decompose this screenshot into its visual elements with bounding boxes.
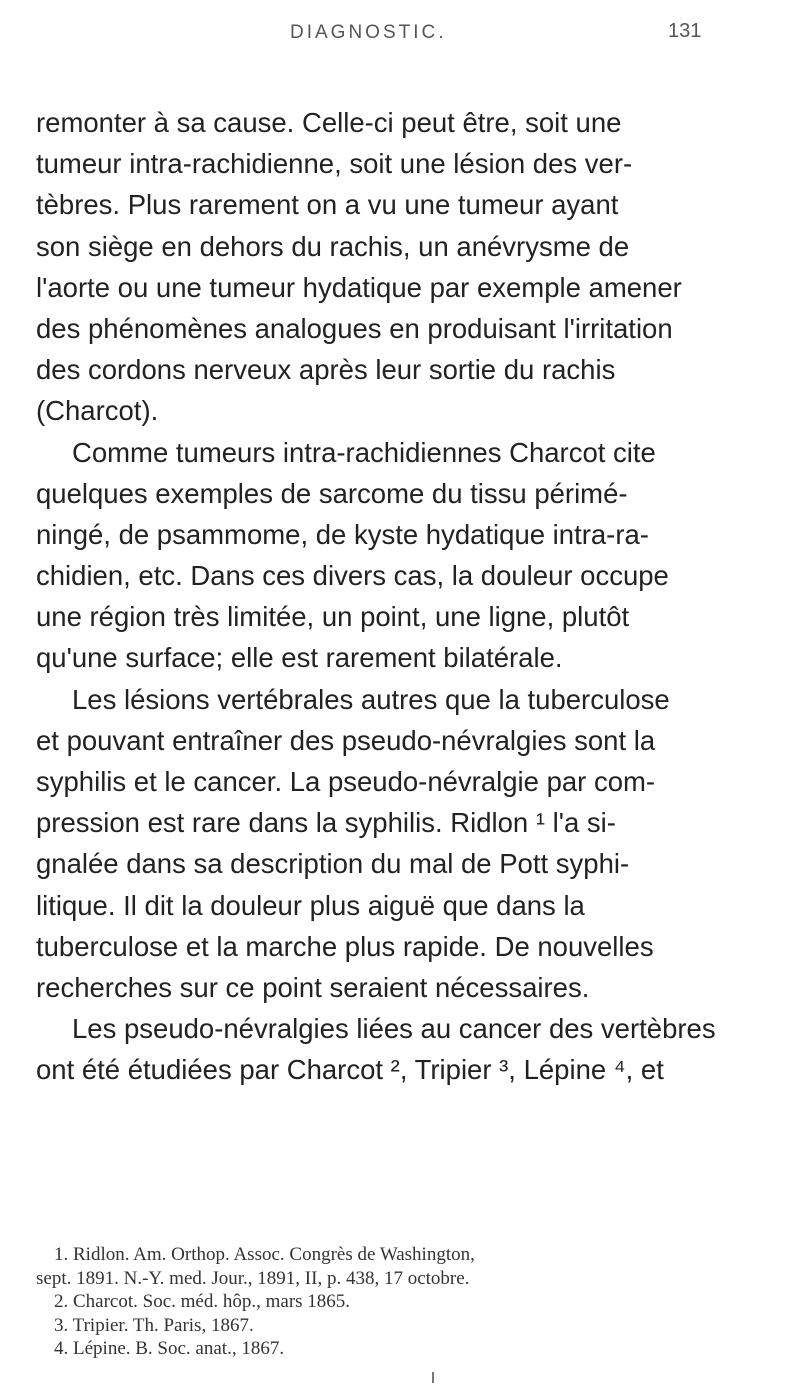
footnote: 4. Lépine. B. Soc. anat., 1867. [54,1338,285,1359]
footnote: 2. Charcot. Soc. méd. hôp., mars 1865. [54,1291,351,1312]
footnotes [36,1243,758,1361]
text-line: l'aorte ou une tumeur hydatique par exemple amener [36,271,682,303]
page-number: 131 [668,20,702,42]
text-line: (Charcot). [36,395,159,427]
text-line: Les pseudo-névralgies liées au cancer des vertèbres [72,1013,716,1045]
text-line: gnalée dans sa description du mal de Pott syphi- [36,848,630,880]
text-line: remonter à sa cause. Celle-ci peut être, soit une [36,107,622,138]
body-text [36,102,758,1091]
text-line: et pouvant entraîner des pseudo-névralgies sont la [36,724,656,756]
text-line: Comme tumeurs intra-rachidiennes Charcot cite [72,436,656,468]
text-line: une région très limitée, un point, une ligne, plutôt [36,601,630,633]
text-line: recherches sur ce point seraient nécessaires. [36,971,590,1003]
text-line: ont été étudiées par Charcot ², Tripier ³, Lépine ⁴, et [36,1054,664,1086]
text-line: quelques exemples de sarcome du tissu périmé- [36,477,628,509]
text-line: litique. Il dit la douleur plus aiguë que dans la [36,889,585,921]
text-line: chidien, etc. Dans ces divers cas, la douleur occupe [36,560,669,592]
text-line: ningé, de psammome, de kyste hydatique intra-ra- [36,518,649,550]
footnote: 1. Ridlon. Am. Orthop. Assoc. Congrès de Washington, [54,1244,475,1265]
print-mark [432,1372,434,1383]
page-header [0,18,800,48]
text-line: pression est rare dans la syphilis. Ridlon ¹ l'a si- [36,807,616,839]
text-line: tumeur intra-rachidienne, soit une lésion des ver- [36,148,633,180]
text-line: tuberculose et la marche plus rapide. De nouvelles [36,930,654,962]
footnote: sept. 1891. N.-Y. med. Jour., 1891, II, p. 438, 17 octobre. [36,1267,470,1289]
text-line: son siège en dehors du rachis, un anévrysme de [36,230,630,262]
text-line: qu'une surface; elle est rarement bilatérale. [36,642,563,674]
text-line: syphilis et le cancer. La pseudo-névralgie par com- [36,766,656,797]
text-line: tèbres. Plus rarement on a vu une tumeur ayant [36,189,619,221]
text-line: Les lésions vertébrales autres que la tuberculose [72,683,670,715]
text-line: des phénomènes analogues en produisant l'irritation [36,312,673,344]
running-title: DIAGNOSTIC. [290,22,447,43]
footnote: 3. Tripier. Th. Paris, 1867. [54,1314,254,1336]
text-line: des cordons nerveux après leur sortie du rachis [36,354,616,386]
